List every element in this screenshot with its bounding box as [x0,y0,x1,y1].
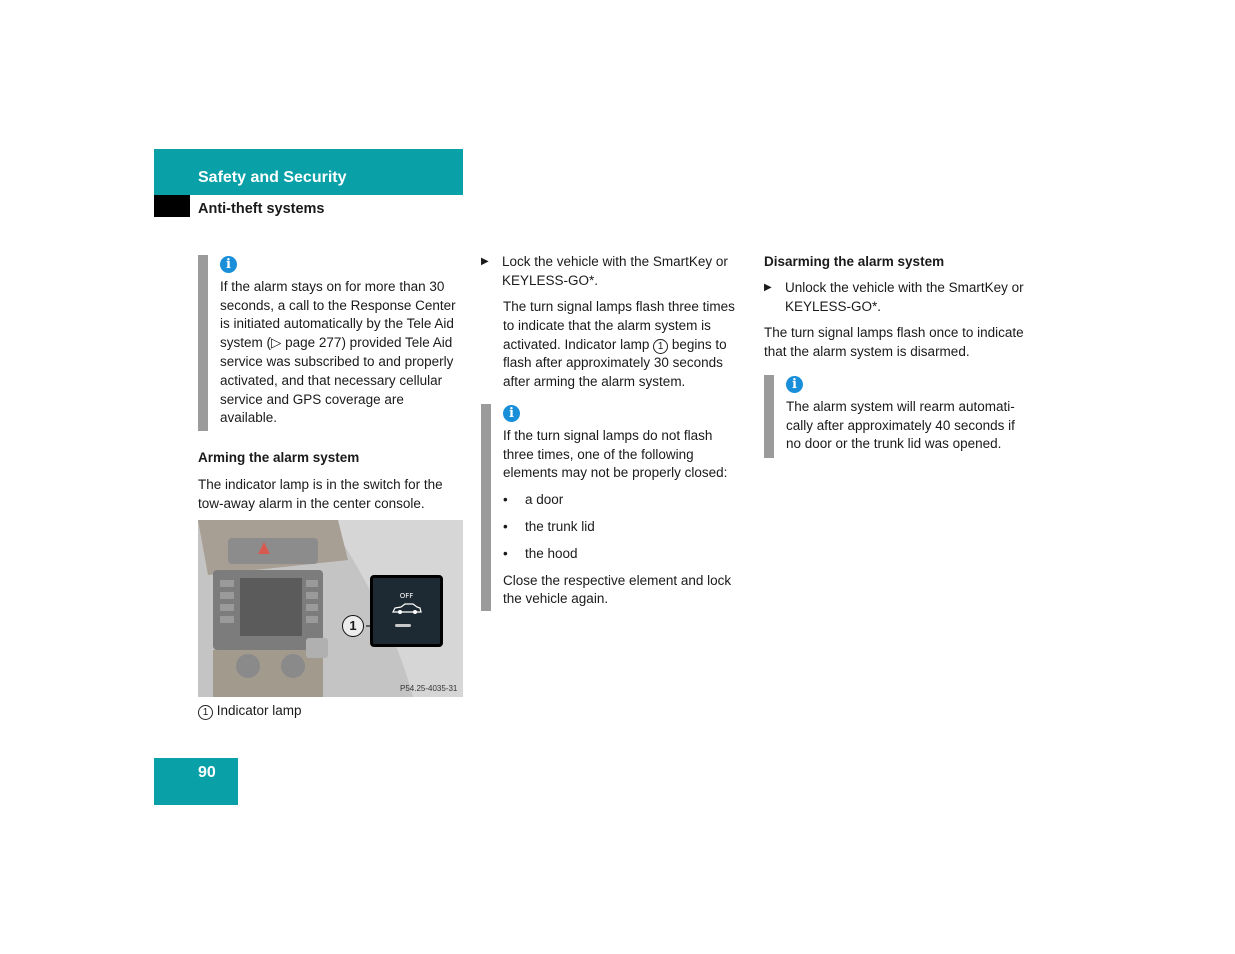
lock-result [503,298,746,392]
info-box-turn-signals [481,404,746,611]
switch-off-label: OFF [399,592,414,600]
unlock-step-text: Unlock the vehicle with the SmartKey or KEYLESS-GO*. [785,280,1024,314]
page-number-box [154,758,238,805]
info-text: If the alarm stays on for more than 30 seconds, a call to the Response Center is initiated automatically by the Tele Aid system (▷ page 277) provided Tele Aid service was subscribed to and properly activated, and that necessary cellular service and GPS coverage are available. [220,278,456,426]
lock-result-part2: begins to flash after approximately 30 seconds after arming the alarm system. [503,336,727,390]
arming-intro-text: The indicator lamp is in the switch for the tow-away alarm in the center console. [198,477,443,511]
arming-intro [198,476,464,514]
switch-inset [370,575,443,647]
arming-heading: Arming the alarm system [198,450,360,465]
info-box-rearm [764,375,1029,458]
caption-number: 1 [198,705,213,720]
lock-result-part1: The turn signal lamps flash three times to indicate that the alarm system is activated. Indicator lamp [503,299,735,352]
unlock-result-text: The turn signal lamps flash once to indicate that the alarm system is disarmed. [764,325,1024,359]
unlock-result [764,324,1032,362]
figure-code: P54.25-4035-31 [400,684,458,693]
bullet-dot: • [503,492,508,508]
info-outro: Close the respective element and lock the vehicle again. [503,572,732,607]
lock-step [481,253,745,291]
center-console-figure [198,520,463,697]
info-icon: i [503,405,520,422]
list-item-text: the hood [525,545,578,561]
info-box-tele-aid [198,255,463,431]
indicator-lamp [395,624,411,627]
lock-step-text: Lock the vehicle with the SmartKey or KEYLESS-GO*. [502,254,728,288]
list-item [503,545,746,564]
arrow-bullet-icon: ▶ [481,256,489,267]
page-number: 90 [198,764,216,781]
list-item-text: the trunk lid [525,518,595,534]
info-icon: i [786,376,803,393]
subsection-marker [154,195,190,217]
caption-text: Indicator lamp [216,703,302,718]
bullet-dot: • [503,545,508,561]
list-item-text: a door [525,492,564,508]
bullet-dot: • [503,518,508,534]
info-text: The alarm system will rearm automati-cally after approximately 40 seconds if no door or the trunk lid was opened. [786,398,1015,452]
callout-circle [342,615,364,637]
info-intro: If the turn signal lamps do not flash three times, one of the following elements may not be properly closed: [503,427,728,481]
section-title: Safety and Security [198,169,347,186]
unlock-step [764,279,1030,317]
figure-caption [198,702,302,721]
arrow-bullet-icon: ▶ [764,282,772,293]
car-alarm-icon [391,601,423,615]
disarming-heading: Disarming the alarm system [764,254,945,269]
result-callout-number: 1 [653,339,668,354]
list-item [503,491,746,510]
subsection-title: Anti-theft systems [198,201,325,217]
info-icon: i [220,256,237,273]
callout-number: 1 [349,618,357,633]
list-item [503,518,746,537]
